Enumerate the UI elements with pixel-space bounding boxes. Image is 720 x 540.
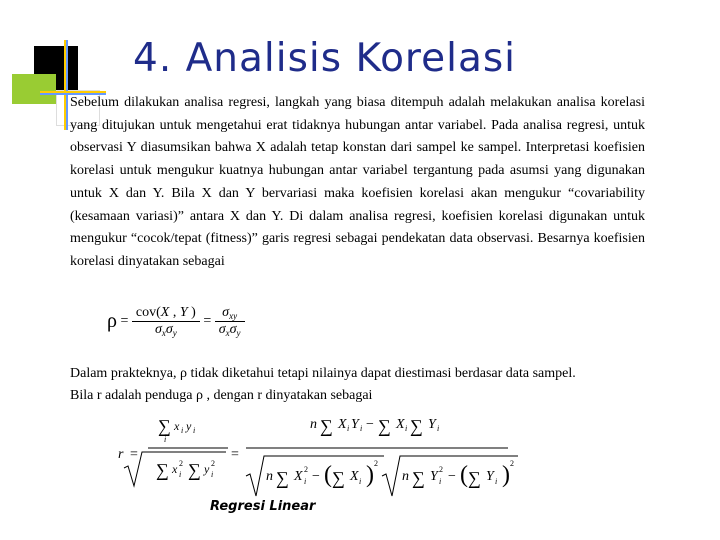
paragraph-estimate-line1: Dalam prakteknya, ρ tidak diketahui tetapi nilainya dapat diestimasi berdasar data sampel. — [70, 366, 576, 381]
svg-text:i: i — [347, 424, 350, 433]
svg-text:2: 2 — [510, 459, 514, 468]
svg-text:i: i — [360, 424, 363, 433]
svg-text:∑: ∑ — [276, 468, 289, 488]
svg-text:Y: Y — [430, 469, 438, 484]
svg-text:X: X — [338, 417, 347, 432]
svg-text:−: − — [448, 469, 456, 484]
svg-text:Y: Y — [428, 417, 436, 432]
svg-text:i: i — [405, 424, 408, 433]
svg-text:=: = — [130, 447, 138, 462]
paragraph-intro: Sebelum dilakukan analisa regresi, langkah yang biasa ditempuh adalah melakukan analisa korelasi yang ditujukan untuk mengetahui erat tidaknya hubungan antar variabel. Pada analisa regresi, untuk observasi Y diasumsikan bahwa X adalah tetap konstan dari sampel ke sampel. Interpretasi koefisien korelasi untuk mengukur kuatnya hubungan antar variabel tergantung pada asumsi yang digunakan untuk X dan Y. Bila X dan Y bervariasi maka koefisien korelasi akan mengukur “covariability (kesamaan variasi)” antara X dan Y. Di dalam analisa regresi, koefisien korelasi digunakan untuk mengukur “cocok/tepat (fitness)” garis regresi sebagai pendekatan data observasi. Besarnya koefisien korelasi dinyatakan sebagai — [70, 95, 645, 269]
svg-text:=: = — [231, 447, 239, 462]
equation-r — [118, 410, 638, 500]
decor-green-square — [12, 74, 56, 104]
svg-text:∑: ∑ — [320, 416, 333, 436]
svg-text:−: − — [366, 417, 374, 432]
svg-text:(: ( — [324, 462, 332, 488]
svg-text:i: i — [211, 470, 214, 479]
paragraph-estimate — [70, 363, 645, 407]
svg-text:i: i — [193, 426, 196, 435]
svg-text:n: n — [310, 417, 317, 432]
svg-text:∑: ∑ — [188, 460, 201, 480]
svg-text:): ) — [366, 462, 374, 488]
svg-text:2: 2 — [374, 459, 378, 468]
svg-text:x: x — [174, 419, 180, 433]
fraction-sigma: $\frac{\sigma_{xy}}{\sigma_x\sigma_y}$ — [215, 305, 245, 338]
svg-text:2: 2 — [304, 465, 308, 474]
svg-text:i: i — [359, 477, 362, 486]
svg-text:Y: Y — [351, 417, 359, 432]
svg-text:∑: ∑ — [332, 468, 345, 488]
svg-text:i: i — [164, 435, 167, 444]
svg-text:−: − — [312, 469, 320, 484]
svg-text:2: 2 — [179, 459, 183, 468]
svg-text:∑: ∑ — [156, 460, 169, 480]
paragraph-estimate-line2: Bila r adalah penduga ρ , dengan r dinyatakan sebagai — [70, 388, 373, 403]
svg-text:Y: Y — [486, 469, 494, 484]
slide-title: 4. Analisis Korelasi — [133, 36, 516, 81]
svg-text:2: 2 — [439, 465, 443, 474]
svg-text:y: y — [204, 462, 210, 476]
equation-rho: ρ = $\frac{\text{cov(X , Y )}}{\sigma_x\sigma_y}$ = $\frac{\sigma_{xy}}{\sigma_x\sigma_y}$ — [107, 305, 267, 353]
svg-text:n: n — [402, 469, 409, 484]
svg-text:∑: ∑ — [468, 468, 481, 488]
svg-text:(: ( — [460, 462, 468, 488]
svg-text:x: x — [172, 462, 178, 476]
svg-text:y: y — [186, 419, 192, 433]
fraction-cov: $\frac{\text{cov(X , Y )}}{\sigma_x\sigma_y}$ — [132, 305, 200, 338]
svg-text:∑: ∑ — [410, 416, 423, 436]
svg-text:∑: ∑ — [158, 416, 171, 436]
decor-line — [66, 40, 68, 130]
svg-text:): ) — [502, 462, 510, 488]
svg-text:r: r — [118, 447, 124, 462]
svg-text:i: i — [179, 470, 182, 479]
svg-text:∑: ∑ — [412, 468, 425, 488]
svg-text:i: i — [439, 477, 442, 486]
svg-text:i: i — [304, 477, 307, 486]
svg-text:i: i — [181, 426, 184, 435]
svg-text:i: i — [437, 424, 440, 433]
svg-text:X: X — [396, 417, 405, 432]
svg-text:∑: ∑ — [378, 416, 391, 436]
svg-text:X: X — [350, 469, 359, 484]
svg-text:X: X — [294, 469, 303, 484]
footer-label: Regresi Linear — [210, 499, 316, 514]
svg-text:n: n — [266, 469, 273, 484]
svg-text:i: i — [495, 477, 498, 486]
svg-text:2: 2 — [211, 459, 215, 468]
